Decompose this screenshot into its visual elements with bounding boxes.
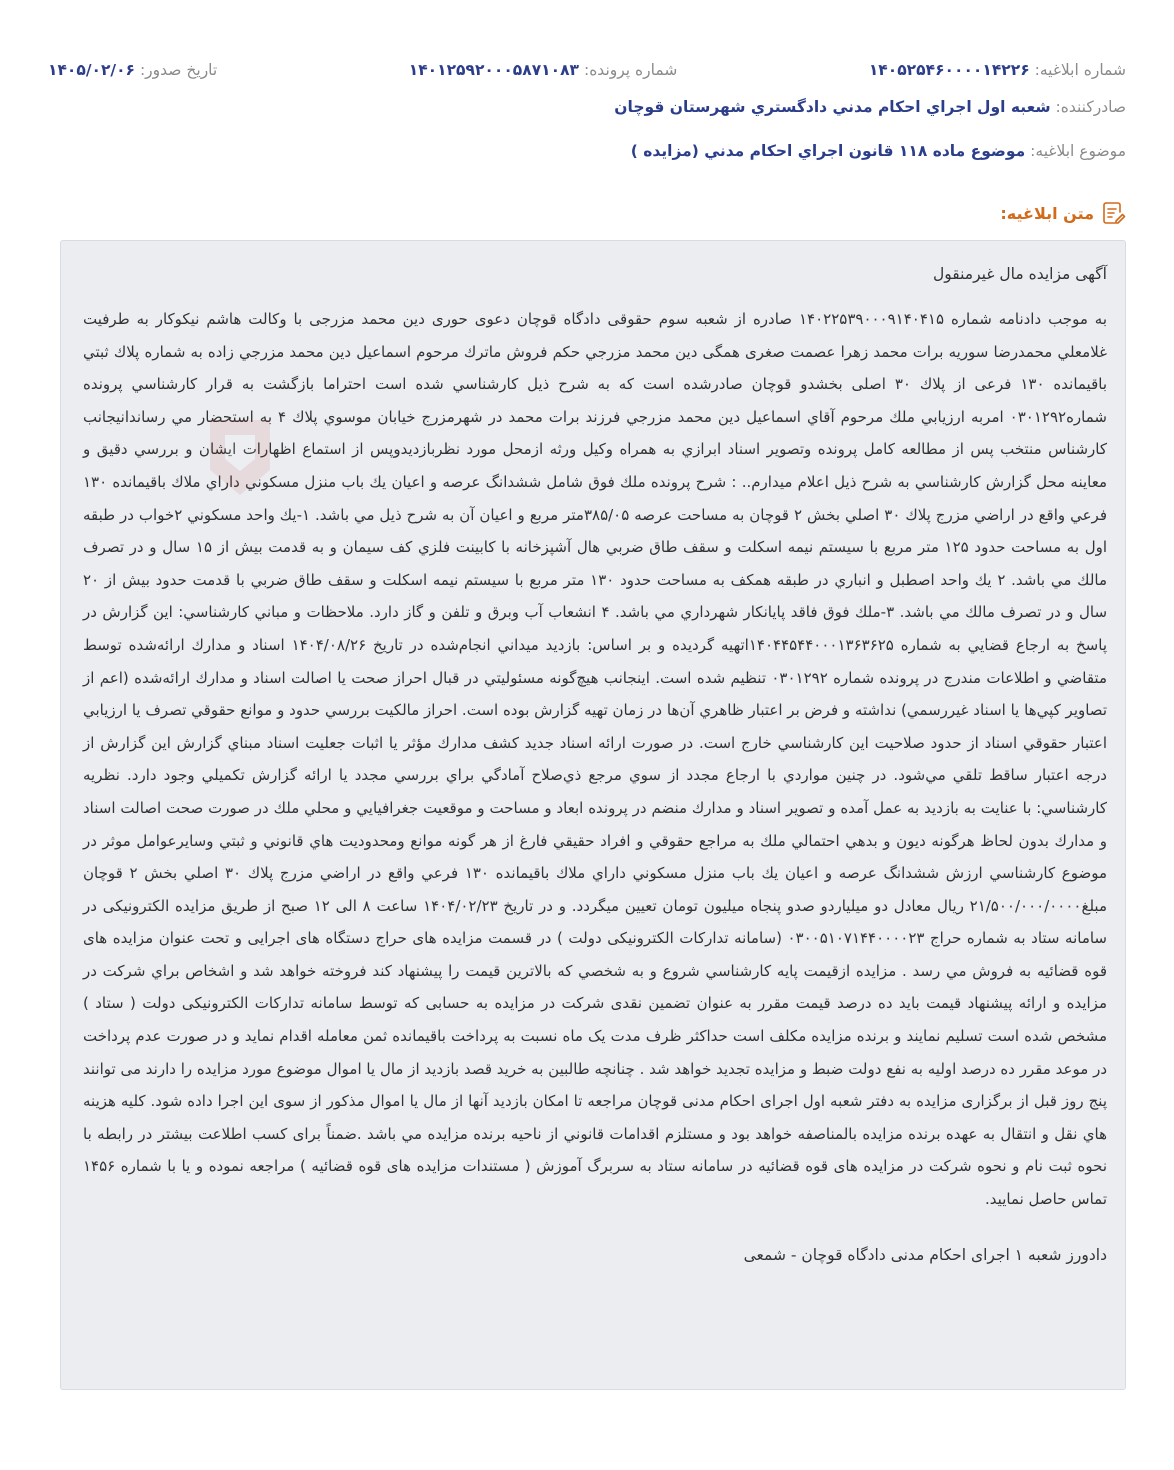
subject-line: [631, 142, 1126, 160]
issuer-label: صادرکننده:: [1055, 98, 1126, 116]
notice-text-box: [60, 240, 1126, 1390]
case-number-value: ۱۴۰۱۲۵۹۲۰۰۰۵۸۷۱۰۸۳: [408, 61, 580, 79]
subject-value: موضوع ماده ۱۱۸ قانون اجراي احكام مدني (مزايده ): [630, 142, 1026, 160]
notice-number-label: شماره ابلاغیه:: [1034, 61, 1126, 79]
notice-number: [869, 61, 1126, 79]
notice-body: به موجب دادنامه شماره ۱۴۰۲۲۵۳۹۰۰۰۹۱۴۰۴۱۵ صادره از شعبه سوم حقوقی دادگاه قوچان دعوی حوری دين محمد مزرجی با وكالت هاشم نيكوكار به طرفيت غلامعلي محمدرضا سوريه برات محمد زهرا عصمت صغری همگی دين محمد مزرجي حكم فروش ماترك مرحوم اسماعيل دين محمد مزرجي زاده به شماره پلاك ثبتي باقيمانده ۱۳۰ فرعی از پلاك ۳۰ اصلی بخشدو قوچان صادرشده است كه به شرح ذيل كارشناسي شده است احتراما بازگشت به قرار كارشناسي پرونده شماره۰۳۰۱۲۹۲ امربه ارزيابي ملك مرحوم آقاي اسماعيل دين محمد مزرجي فرزند برات محمد در شهرمزرج خيابان موسوي پلاك ۴ به استحضار مي رساندانيجانب كارشناس منتخب پس از مطالعه كامل پرونده وتصوير اسناد ابرازي به همراه وكيل ورثه ازمحل مورد نظربازديدوپس از استماع اظهارات ايشان و بررسي دقيق و معاينه محل گزارش كارشناسي به شرح ذيل اعلام ميدارم.. : شرح پرونده ملك فوق شامل ششدانگ عرصه و اعيان يك باب منزل مسكوني داراي ملاك باقيمانده ۱۳۰ فرعي واقع در اراضي مزرج پلاك ۳۰ اصلي بخش ۲ قوچان به مساحت عرصه ۳۸۵/۰۵متر مربع و اعيان آن به شرح ذيل مي باشد. ۱-يك واحد مسكوني ۲خواب در طبقه اول به مساحت حدود ۱۲۵ متر مربع با سيستم نيمه اسكلت و سقف طاق ضربي هال آشپزخانه با كابينت فلزي كف سيمان و به قدمت بيش از ۱۵ سال و در تصرف مالك مي باشد. ۲ يك واحد اصطبل و انباري در طبقه همكف به مساحت حدود ۱۳۰ متر مربع با سيستم نيمه اسكلت و سقف طاق ضربي با قدمت حدود بيش از ۲۰ سال و در تصرف مالك مي باشد. ۳-ملك فوق فاقد پايانكار شهرداري مي باشد. ۴ انشعاب آب وبرق و تلفن و گاز دارد. ملاحظات و مباني كارشناسي: اين گزارش در پاسخ به ارجاع قضايي به شماره ۱۴۰۴۴۵۴۴۰۰۰۱۳۶۳۶۲۵اتهيه گرديده و بر اساس: بازديد ميداني انجام‌شده در تاريخ ۱۴۰۴/۰۸/۲۶ اسناد و مدارك ارائه‌شده توسط متقاضي و اطلاعات مندرج در پرونده شماره ۰۳۰۱۲۹۲ تنظيم شده است. اينجانب هيچ‌گونه مسئوليتي در قبال احراز صحت يا اصالت اسناد و مدارك ارائه‌شده (اعم از تصاوير كپي‌ها يا اسناد غيررسمي) نداشته و فرض بر اعتبار ظاهري آن‌ها در زمان تهيه گزارش بوده است. احراز مالكيت بررسي حدود و موانع حقوقي تصرف يا ارزيابي اعتبار حقوقي اسناد از حدود صلاحيت اين كارشناسي خارج است. در صورت ارائه اسناد جديد كشف مدارك مؤثر يا اثبات جعليت اسناد مبناي گزارش اين گزارش از درجه اعتبار ساقط تلقي مي‌شود. در چنين مواردي با ارجاع مجدد از سوي مرجع ذي‌صلاح آمادگي براي بررسي مجدد يا ارائه گزارش تكميلي وجود دارد. نظريه كارشناسي: با عنايت به بازديد به عمل آمده و تصوير اسناد و مدارك منضم در پرونده ابعاد و مساحت و موقعيت جغرافيايي و محلي ملك در صورت صحت اصالت اسناد و مدارك بدون لحاظ هرگونه ديون و بدهي احتمالي ملك به مراجع حقوقي و افراد حقيقي فارغ از هر گونه موانع ومحدوديت هاي قانوني و ثبتي وسايرعوامل موثر در موضوع كارشناسي ارزش ششدانگ عرصه و اعيان يك باب منزل مسكوني داراي ملاك باقيمانده ۱۳۰ فرعي واقع در اراضي مزرج پلاك ۳۰ اصلي بخش ۲ قوچان مبلغ۲۱/۵۰۰/۰۰۰/۰۰۰۰ ريال معادل دو ميلياردو صدو پنجاه ميليون تومان تعيين ميگردد. و در تاریخ ۱۴۰۴/۰۲/۲۳ ساعت ۸ الی ۱۲ صبح از طریق مزایده الکترونیکی در سامانه ستاد به شماره حراج ۰۳۰۰۵۱۰۷۱۴۴۰۰۰۰۲۳ (سامانه تدارکات الکترونیکی دولت ) در قسمت مزایده های حراج دستگاه های اجرایی و تحت عنوان مزایده های قوه قضائیه به فروش مي رسد . مزايده ازقيمت پايه كارشناسي شروع و به شخصي كه بالاترين قيمت را پيشنهاد كند فروخته خواهد شد و اشخاص براي شركت در مزايده و ارائه پیشنهاد قیمت باید ده درصد قیمت مقرر به عنوان تضمین نقدی شرکت در مزایده به حسابی که توسط سامانه تدارکات الکترونیکی دولت ( ستاد ) مشخص شده است تسلیم نمایند و برنده مزایده مکلف است حداکثر ظرف مدت یک ماه نسبت به پرداخت باقیمانده ثمن معامله اقدام نماید و در صورت عدم پرداخت در موعد مقرر ده درصد اولیه به نفع دولت ضبط و مزایده تجدید خواهد شد . چنانچه طالبين به خريد قصد بازدید از مال یا اموال موضوع مورد مزایده را دارند می توانند پنج روز قبل از برگزاری مزایده به دفتر شعبه اول اجرای احکام مدنی قوچان مراجعه تا امکان بازدید آنها از مال یا اموال مذکور از سوی این اجرا داده شود. كليه هزينه هاي نقل و انتقال به عهده برنده مزايده بالمناصفه خواهد بود و مستلزم اقدامات قانوني از ناحيه برنده مزايده مي باشد .ضمناً برای کسب اطلاعت بیشتر در رابطه با نحوه ثبت نام و نحوه شرکت در مزایده های قوه قضائیه در سامانه ستاد به سربرگ آموزش ( مستندات مزایده های قوه قضائیه ) مراجعه نموده و یا با شماره ۱۴۵۶ تماس حاصل نمایید.: [83, 310, 1108, 1209]
notice-signature: دادورز شعبه ۱ اجرای احکام مدنی دادگاه قوچان - شمعی: [743, 1245, 1107, 1264]
issue-date-label: تاریخ صدور:: [139, 61, 218, 79]
issue-date: [48, 61, 217, 79]
case-number: [409, 61, 678, 79]
document-edit-icon: [1102, 200, 1126, 226]
subject-label: موضوع ابلاغیه:: [1030, 142, 1126, 160]
notice-section-title: متن ابلاغیه:: [1000, 203, 1094, 223]
notice-section-header: [1000, 200, 1126, 226]
issuer-line: [614, 98, 1126, 116]
notice-heading: آگهی مزایده مال غیرمنقول: [933, 265, 1107, 283]
case-number-label: شماره پرونده:: [583, 61, 678, 79]
notice-number-value: ۱۴۰۵۲۵۴۶۰۰۰۰۱۴۲۲۶: [868, 61, 1030, 79]
issuer-value: شعبه اول اجراي احكام مدني دادگستري شهرستان قوچان: [614, 98, 1051, 116]
issue-date-value: ۱۴۰۵/۰۲/۰۶: [48, 61, 136, 79]
header-meta-row: [48, 56, 1126, 84]
